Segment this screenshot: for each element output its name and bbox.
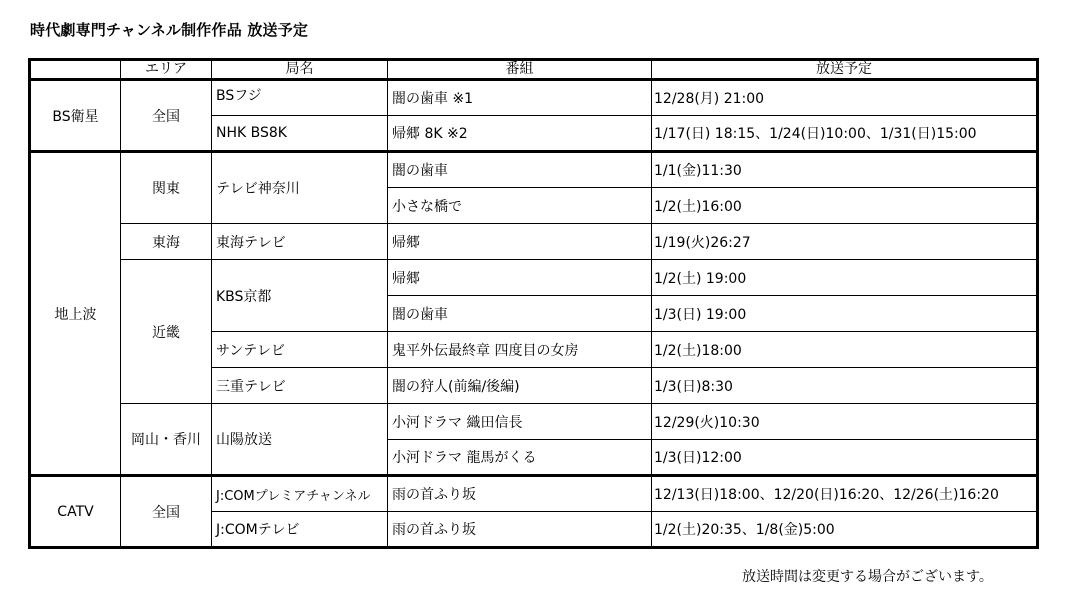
schedule-cell: 1/2(土)18:00 — [652, 332, 1038, 368]
schedule-cell: 1/3(日)12:00 — [652, 440, 1038, 476]
area-cell: 近畿 — [121, 260, 212, 404]
program-cell: 帰郷 — [388, 260, 652, 296]
schedule-cell: 1/3(日)8:30 — [652, 368, 1038, 404]
header-station: 局名 — [212, 60, 388, 80]
header-region — [30, 60, 121, 80]
station-cell: BSフジ — [212, 80, 388, 116]
station-cell: テレビ神奈川 — [212, 152, 388, 224]
area-cell: 関東 — [121, 152, 212, 224]
schedule-cell: 1/3(日) 19:00 — [652, 296, 1038, 332]
program-cell: 鬼平外伝最終章 四度目の女房 — [388, 332, 652, 368]
group-terrestrial — [30, 152, 1038, 476]
header-program: 番組 — [388, 60, 652, 80]
schedule-table — [28, 58, 1039, 549]
station-cell: 山陽放送 — [212, 404, 388, 476]
station-cell: サンテレビ — [212, 332, 388, 368]
program-cell: 闇の歯車 — [388, 296, 652, 332]
station-cell: NHK BS8K — [212, 116, 388, 152]
program-cell: 帰郷 8K ※2 — [388, 116, 652, 152]
program-cell: 雨の首ふり坂 — [388, 512, 652, 548]
table-row — [30, 224, 1038, 260]
station-cell: KBS京都 — [212, 260, 388, 332]
program-cell: 雨の首ふり坂 — [388, 476, 652, 512]
schedule-cell: 1/19(火)26:27 — [652, 224, 1038, 260]
schedule-cell: 1/2(土)16:00 — [652, 188, 1038, 224]
table-row — [30, 152, 1038, 188]
schedule-cell: 1/1(金)11:30 — [652, 152, 1038, 188]
area-cell: 全国 — [121, 476, 212, 548]
area-cell: 岡山・香川 — [121, 404, 212, 476]
header-area: エリア — [121, 60, 212, 80]
header-schedule: 放送予定 — [652, 60, 1038, 80]
region-cell: BS衛星 — [30, 80, 121, 152]
schedule-cell: 12/29(火)10:30 — [652, 404, 1038, 440]
group-bs — [30, 80, 1038, 152]
table-row — [30, 476, 1038, 512]
schedule-cell: 12/28(月) 21:00 — [652, 80, 1038, 116]
program-cell: 小さな橋で — [388, 188, 652, 224]
program-cell: 闇の歯車 — [388, 152, 652, 188]
table-row — [30, 80, 1038, 116]
group-catv — [30, 476, 1038, 548]
header-row — [30, 60, 1038, 80]
program-cell: 帰郷 — [388, 224, 652, 260]
schedule-cell: 1/2(土)20:35、1/8(金)5:00 — [652, 512, 1038, 548]
schedule-cell: 12/13(日)18:00、12/20(日)16:20、12/26(土)16:20 — [652, 476, 1038, 512]
program-cell: 小河ドラマ 織田信長 — [388, 404, 652, 440]
table-row — [30, 404, 1038, 440]
table-header — [30, 60, 1038, 80]
schedule-cell: 1/17(日) 18:15、1/24(日)10:00、1/31(日)15:00 — [652, 116, 1038, 152]
program-cell: 闇の歯車 ※1 — [388, 80, 652, 116]
table-row — [30, 260, 1038, 296]
region-cell: CATV — [30, 476, 121, 548]
station-cell: 三重テレビ — [212, 368, 388, 404]
area-cell: 東海 — [121, 224, 212, 260]
region-cell: 地上波 — [30, 152, 121, 476]
station-cell: J:COMプレミアチャンネル — [212, 476, 388, 512]
schedule-cell: 1/2(土) 19:00 — [652, 260, 1038, 296]
program-cell: 小河ドラマ 龍馬がくる — [388, 440, 652, 476]
station-cell: 東海テレビ — [212, 224, 388, 260]
area-cell: 全国 — [121, 80, 212, 152]
station-cell: J:COMテレビ — [212, 512, 388, 548]
program-cell: 闇の狩人(前編/後編) — [388, 368, 652, 404]
schedule-change-note: 放送時間は変更する場合がございます。 — [742, 569, 993, 585]
page-title: 時代劇専門チャンネル制作作品 放送予定 — [30, 21, 309, 39]
